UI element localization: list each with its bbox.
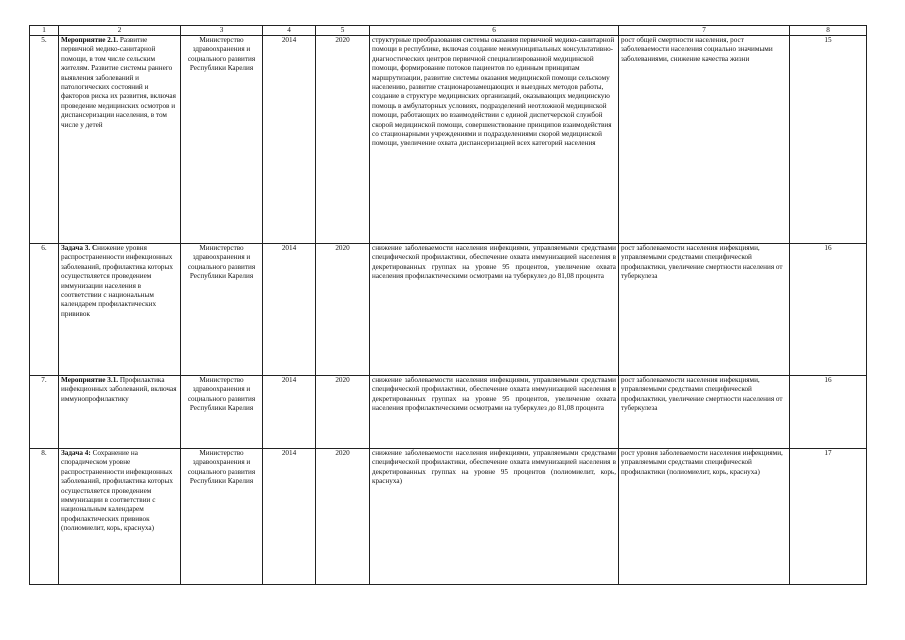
related-indicator: 16 [790,376,867,449]
column-number: 4 [263,26,316,36]
start-year: 2014 [263,244,316,376]
column-number: 8 [790,26,867,36]
non-implementation-consequence: рост общей смертности населения, рост заболеваемости населения социально значимыми заболеваниями, снижение качества жизни [619,36,790,244]
table-row [30,376,867,449]
column-number: 6 [370,26,619,36]
row-number: 6. [30,244,59,376]
start-year: 2014 [263,36,316,244]
table-row [30,449,867,585]
measure-title [59,36,181,244]
end-year: 2020 [316,36,370,244]
measure-title-text: Сохранение на спорадическом уровне распространенности инфекционных заболеваний, профилактика которых осуществляется проведением иммунизации в соответствии с национальным календарем профилактических прививок (полиомиелит, корь, краснуха) [61,449,173,533]
expected-result: структурные преобразования системы оказания первичной медико-санитарной помощи в республике, включая создание межмуниципальных консультативно-диагностических центров первичной специализированной медицинской помощи, формирование потоков пациентов по единным принципам маршрутизации, развитие системы оказания медицинской помощи сельскому населению, развитие стационарозамещающих и выездных методов работы, создание в структуре медицинских организаций, оказывающих медицинскую помощь в амбулаторных условиях, подразделений неотложной медицинской помощи, работающих во взаимодействии с единой диспетчерской службой скорой медицинской помощи, совершенствование принципов взаимодействия со стационарными учреждениями и подразделениями скорой медицинской помощи, увеличение охвата диспансеризацией всех категорий населения [370,36,619,244]
measure-title-text: Профилактика инфекционных заболеваний, включая иммунопрофилактику [61,376,177,403]
measure-title-bold: Мероприятие 2.1. [61,36,119,44]
related-indicator: 17 [790,449,867,585]
column-number: 7 [619,26,790,36]
end-year: 2020 [316,376,370,449]
column-number: 2 [59,26,181,36]
measure-title-bold: Задача 3. С [61,244,98,252]
non-implementation-consequence: рост заболеваемости населения инфекциями, управляемыми средствами специфической профилактики, увеличение смертности населения от туберкулеза [619,376,790,449]
row-number: 8. [30,449,59,585]
column-number-row [30,26,867,36]
end-year: 2020 [316,449,370,585]
row-number: 5. [30,36,59,244]
column-number: 5 [316,26,370,36]
responsible-executor: Министерство здравоохранения и социального развития Республики Карелия [181,244,263,376]
column-number: 1 [30,26,59,36]
responsible-executor: Министерство здравоохранения и социального развития Республики Карелия [181,36,263,244]
responsible-executor: Министерство здравоохранения и социального развития Республики Карелия [181,376,263,449]
program-measures-table [29,25,867,585]
measure-title [59,244,181,376]
measure-title [59,449,181,585]
measure-title-text: нижение уровня распространенности инфекционных заболеваний, профилактика которых осуществляется проведением иммунизации населения в соответствии с национальным календарем профилактических прививок [61,244,173,318]
non-implementation-consequence: рост уровня заболеваемости населения инфекциями, управляемыми средствами специфической профилактики (полиомиелит, корь, краснуха) [619,449,790,585]
start-year: 2014 [263,376,316,449]
non-implementation-consequence: рост заболеваемости населения инфекциями, управляемыми средствами специфической профилактики, увеличение смертности населения от туберкулеза [619,244,790,376]
measure-title-text: Развитие первичной медико-санитарной помощи, в том числе сельским жителям. Развитие системы раннего выявления заболеваний и патологических состояний и факторов риска их развития, включая проведение медицинских осмотров и диспансеризации населения, в том числе у детей [61,36,176,129]
expected-result: снижение заболеваемости населения инфекциями, управляемыми средствами специфической профилактики, обеспечение охвата иммунизацией населения в декретированных группах на уровне 95 процентов, увеличение охвата населения профилактическими осмотрами на туберкулез до 81,08 процента [370,244,619,376]
expected-result: снижение заболеваемости населения инфекциями, управляемыми средствами специфической профилактики, обеспечение охвата иммунизацией населения в декретированных группах на уровне 95 процентов (полиомиелит, корь, краснуха) [370,449,619,585]
related-indicator: 15 [790,36,867,244]
measure-title-bold: Задача 4: [61,449,91,457]
measure-title [59,376,181,449]
end-year: 2020 [316,244,370,376]
related-indicator: 16 [790,244,867,376]
start-year: 2014 [263,449,316,585]
row-number: 7. [30,376,59,449]
responsible-executor: Министерство здравоохранения и социального развития Республики Карелия [181,449,263,585]
document-page [29,25,867,585]
table-row [30,244,867,376]
column-number: 3 [181,26,263,36]
measure-title-bold: Мероприятие 3.1. [61,376,119,384]
table-row [30,36,867,244]
expected-result: снижение заболеваемости населения инфекциями, управляемыми средствами специфической профилактики, обеспечение охвата иммунизацией населения в декретированных группах на уровне 95 процентов, увеличение охвата населения профилактическими осмотрами на туберкулез до 81,08 процента [370,376,619,449]
